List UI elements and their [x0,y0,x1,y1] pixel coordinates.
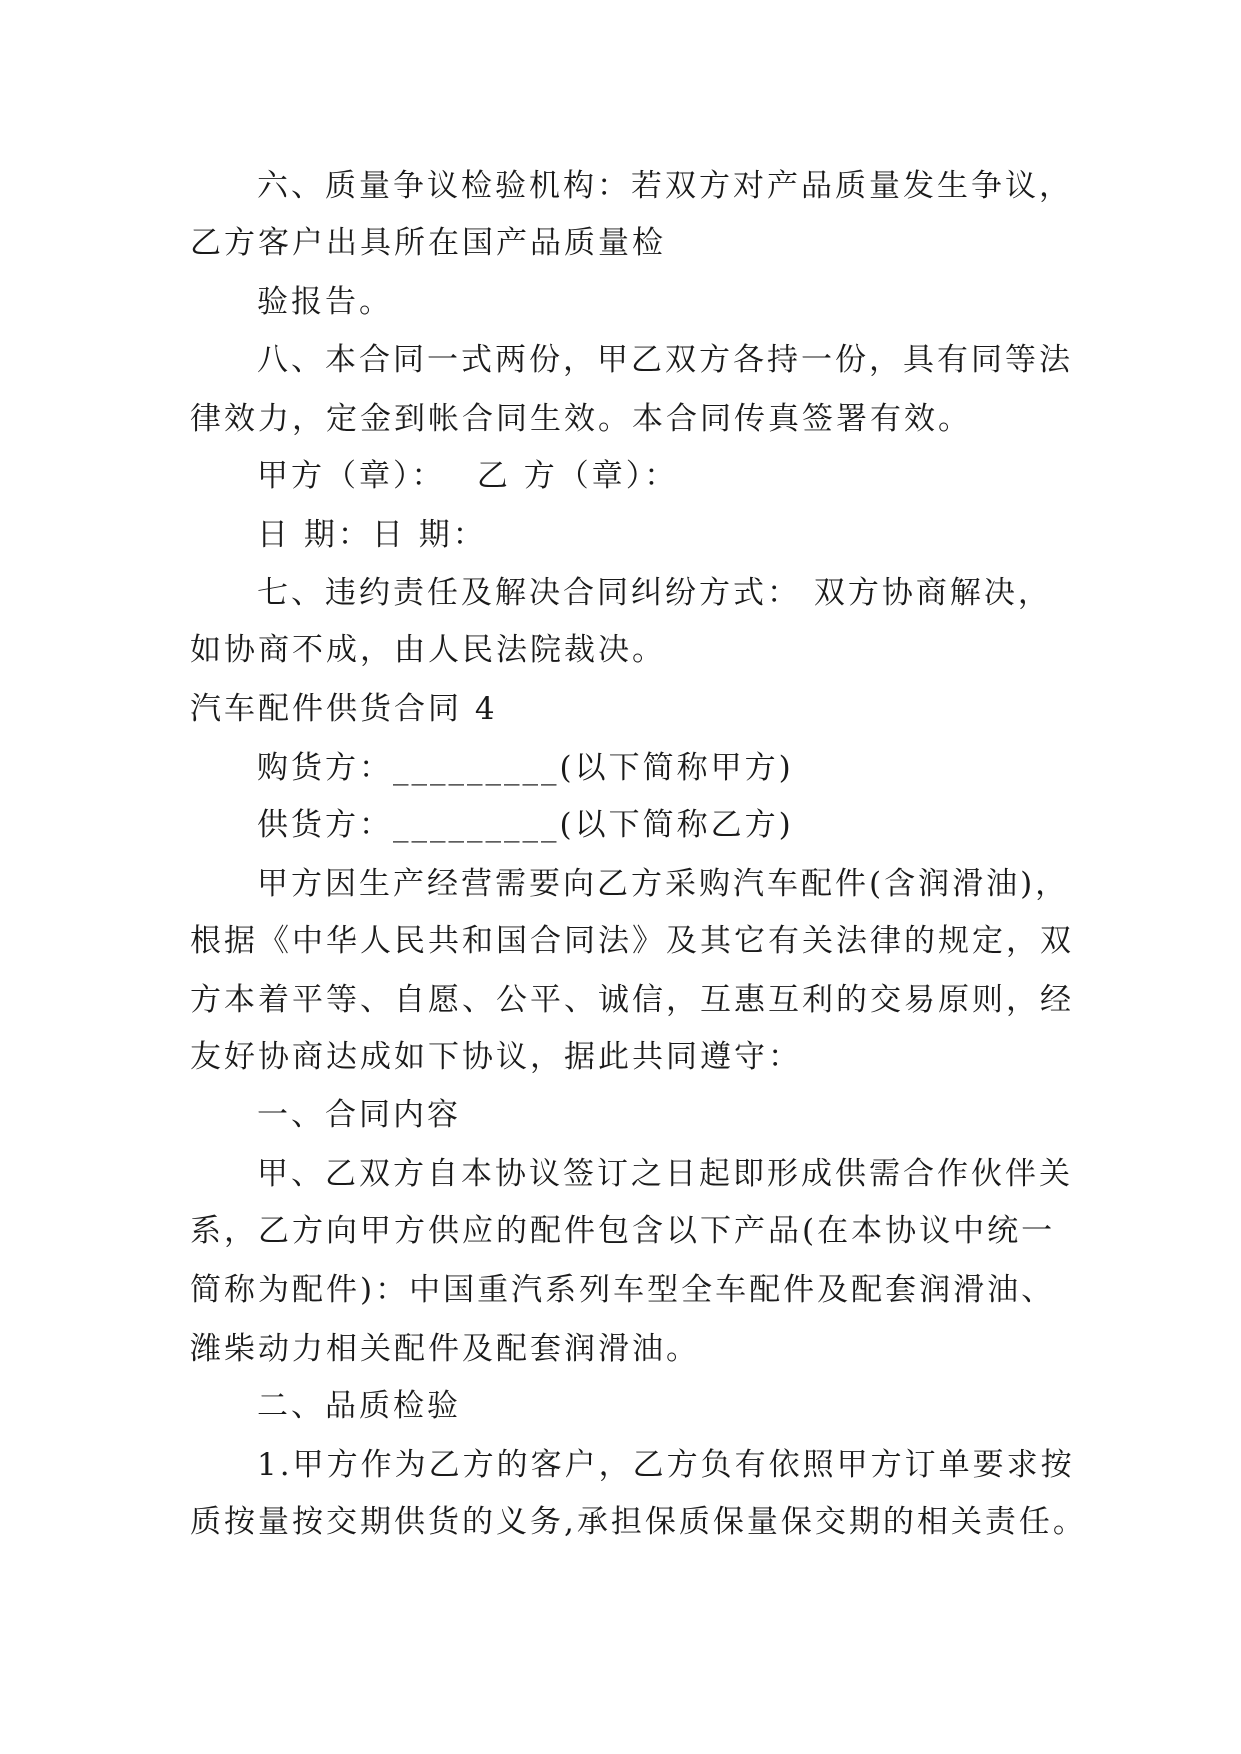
paragraph-line: 甲方因生产经营需要向乙方采购汽车配件(含润滑油)， [257,866,1070,902]
paragraph-line: 系，乙方向甲方供应的配件包含以下产品(在本协议中统一 [190,1213,1056,1249]
paragraph-line: 潍柴动力相关配件及配套润滑油。 [190,1331,700,1367]
paragraph-line: 简称为配件)：中国重汽系列车型全车配件及配套润滑油、 [190,1272,1056,1308]
supplier-line: 供货方：_________(以下简称乙方) [257,807,794,843]
date-line: 日 期：日 期： [257,517,487,553]
signature-line: 甲方（章）： 乙 方（章）： [257,458,679,494]
paragraph-line: 乙方客户出具所在国产品质量检 [190,225,666,261]
paragraph-line: 根据《中华人民共和国合同法》及其它有关法律的规定，双 [190,923,1074,959]
clause-heading: 二、品质检验 [257,1388,461,1424]
paragraph-line: 如协商不成，由人民法院裁决。 [190,632,666,668]
buyer-line: 购货方：_________(以下简称甲方) [257,750,794,786]
paragraph-line: 七、违约责任及解决合同纠纷方式： 双方协商解决， [257,575,1052,611]
paragraph-line: 验报告。 [257,284,393,320]
paragraph-line: 方本着平等、自愿、公平、诚信，互惠互利的交易原则，经 [190,982,1074,1018]
paragraph-line: 六、质量争议检验机构：若双方对产品质量发生争议， [257,168,1073,204]
paragraph-line: 1.甲方作为乙方的客户，乙方负有依照甲方订单要求按 [257,1447,1075,1483]
paragraph-line: 质按量按交期供货的义务,承担保质保量保交期的相关责任。 [190,1504,1087,1540]
section-title: 汽车配件供货合同 4 [190,691,498,727]
paragraph-line: 友好协商达成如下协议，据此共同遵守： [190,1039,802,1075]
paragraph-line: 律效力，定金到帐合同生效。本合同传真签署有效。 [190,401,972,437]
paragraph-line: 甲、乙双方自本协议签订之日起即形成供需合作伙伴关 [257,1156,1073,1192]
paragraph-line: 八、本合同一式两份，甲乙双方各持一份，具有同等法 [257,342,1073,378]
clause-heading: 一、合同内容 [257,1097,461,1133]
